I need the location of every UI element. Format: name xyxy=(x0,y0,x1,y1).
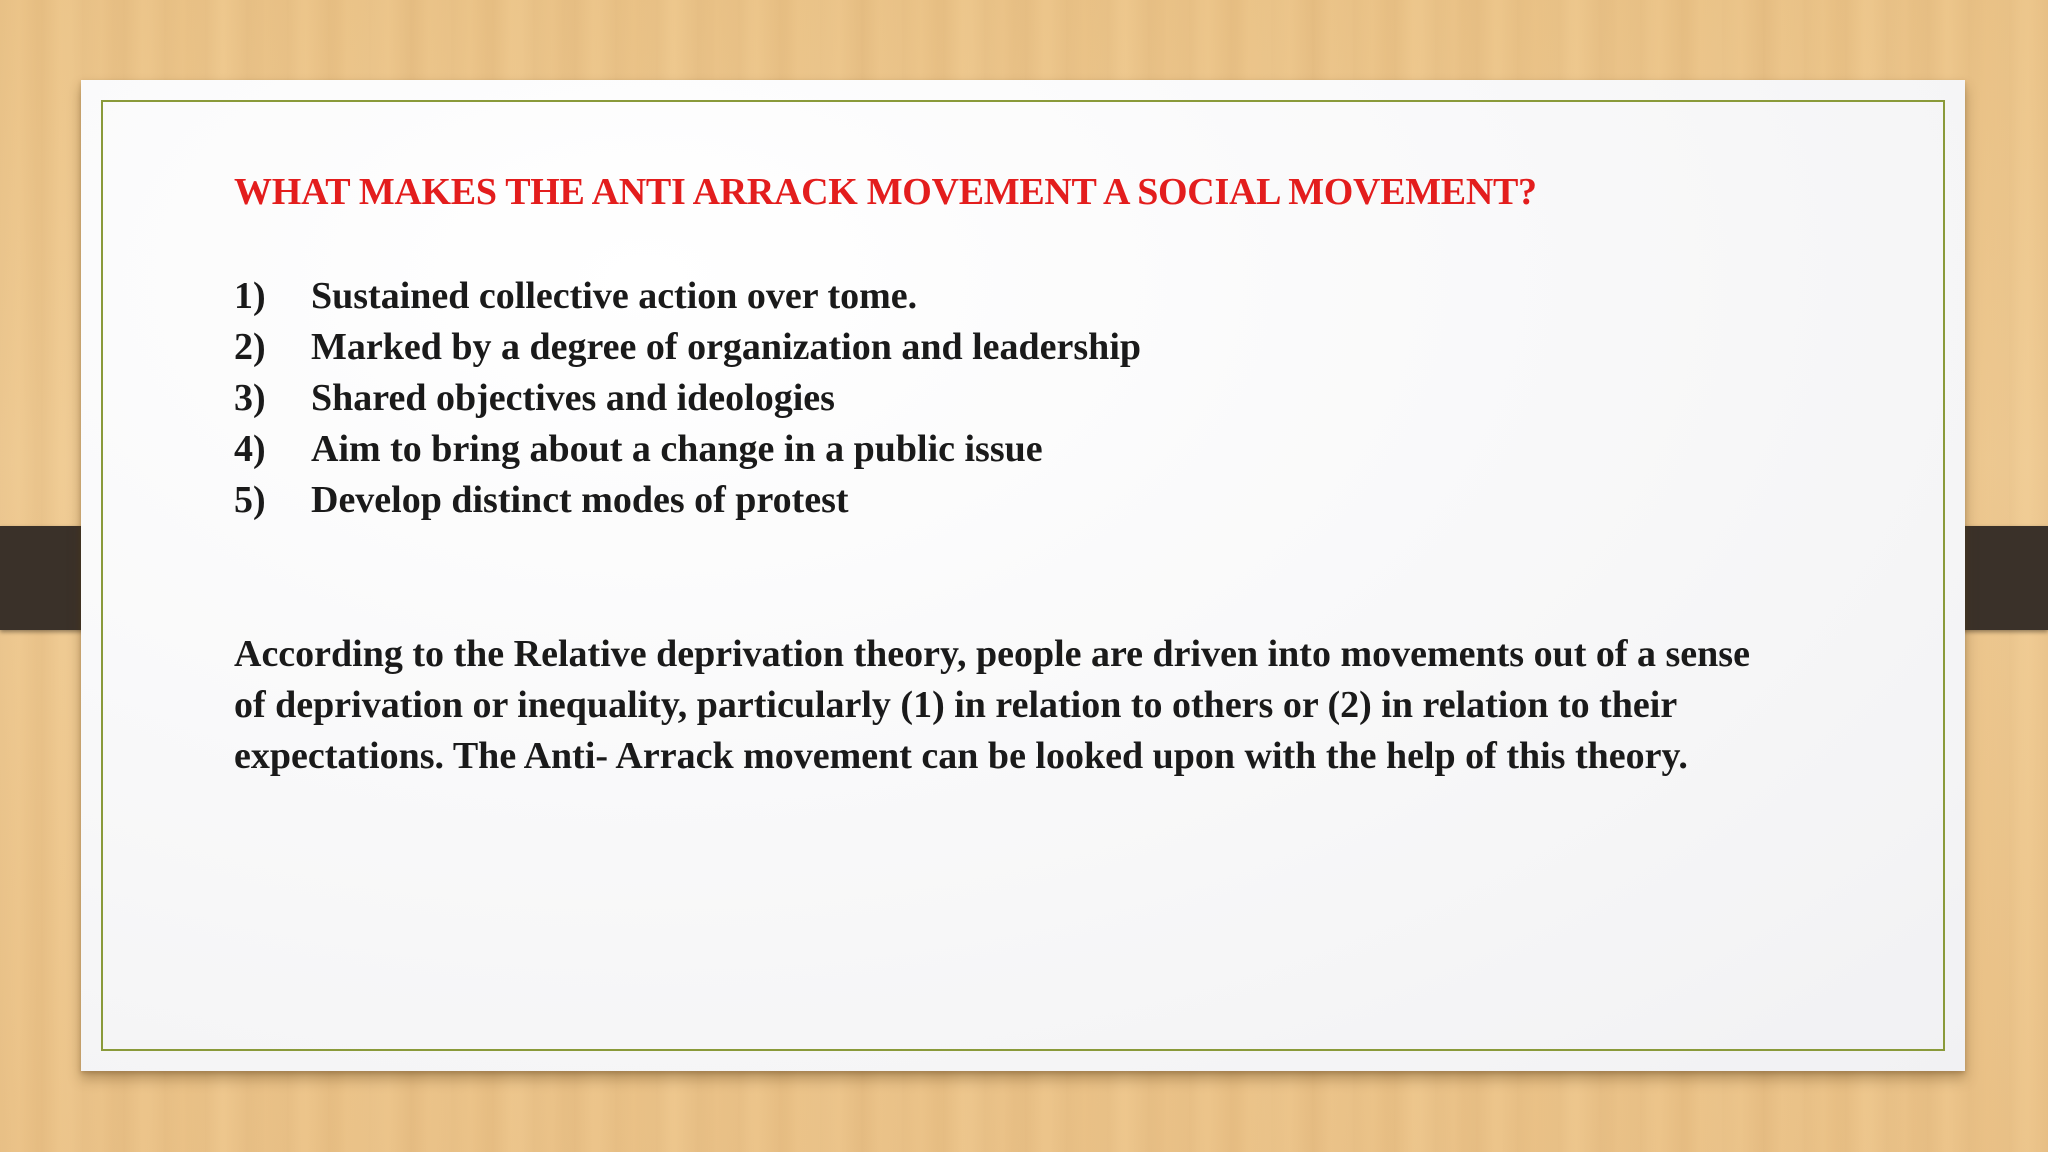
list-item-text: Aim to bring about a change in a public issue xyxy=(311,428,1043,470)
list-item-number: 5) xyxy=(234,479,266,521)
list-item-number: 3) xyxy=(234,377,266,419)
list-item xyxy=(234,271,1141,322)
list-item xyxy=(234,322,1141,373)
slide-card xyxy=(81,80,1965,1071)
list-item-number: 4) xyxy=(234,428,266,470)
slide-title: WHAT MAKES THE ANTI ARRACK MOVEMENT A SOCIAL MOVEMENT? xyxy=(234,171,1537,213)
list-item-text: Shared objectives and ideologies xyxy=(311,377,835,419)
slide-inner-border xyxy=(101,100,1945,1051)
criteria-list xyxy=(234,271,1141,526)
list-item-text: Sustained collective action over tome. xyxy=(311,275,918,317)
list-item xyxy=(234,424,1141,475)
list-item xyxy=(234,475,1141,526)
list-item-text: Develop distinct modes of protest xyxy=(311,479,849,521)
list-item xyxy=(234,373,1141,424)
theory-paragraph: According to the Relative deprivation theory, people are driven into movements out of a sense of deprivation or inequality, particularly (1) in relation to others or (2) in relation to their expectations. The Anti- Arrack movement can be looked upon with the help of this theory. xyxy=(234,633,1750,777)
list-item-text: Marked by a degree of organization and leadership xyxy=(311,326,1142,368)
list-item-number: 2) xyxy=(234,326,266,368)
list-item-number: 1) xyxy=(234,275,266,317)
